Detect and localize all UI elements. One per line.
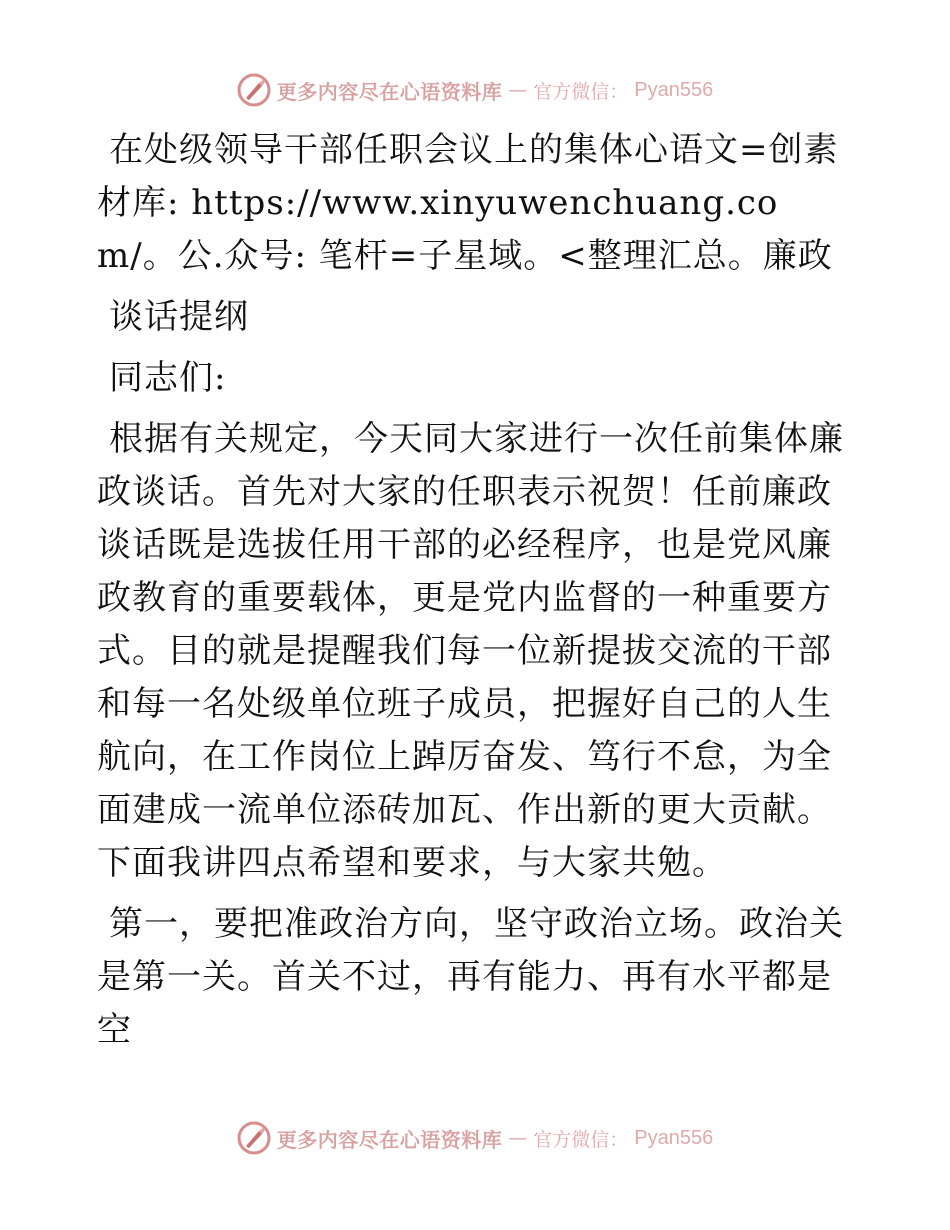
watermark-dash: — <box>508 1127 528 1149</box>
body-paragraph-intro: 根据有关规定，今天同大家进行一次任前集体廉政谈话。首先对大家的任职表示祝贺！任前廉政谈话既是选拔任用干部的必经程序，也是党风廉政教育的重要载体，更是党内监督的一种重要方式。目的就是提醒我们每一位新提拔交流的干部和每一名处级单位班子成员，把握好自己的人生航向，在工作岗位上踔厉奋发、笃行不怠，为全面建成一流单位添砖加瓦、作出新的更大贡献。下面我讲四点希望和要求，与大家共勉。 <box>97 419 844 883</box>
watermark-dash: — <box>508 79 528 101</box>
document-title-paragraph: 在处级领导干部任职会议上的集体心语文=创素材库: https://www.xinyuwenchuang.com/。公.众号: 笔杆=子星域。<整理汇总。廉政 <box>97 130 839 276</box>
watermark-main-text: 更多内容尽在心语资料库 <box>276 1127 503 1152</box>
body-paragraph-first-point: 第一，要把准政治方向，坚守政治立场。政治关是第一关。首关不过，再有能力、再有水平都是空 <box>97 904 844 1050</box>
salutation-paragraph: 同志们: <box>109 358 227 398</box>
document-subtitle-paragraph: 谈话提纲 <box>109 297 249 337</box>
watermark-wechat-id: Pyan556 <box>634 78 714 101</box>
quill-pen-logo-icon <box>237 73 271 107</box>
watermark-wechat-id: Pyan556 <box>634 1126 714 1149</box>
watermark-sub-text: 官方微信： <box>533 80 629 103</box>
header-watermark <box>0 70 950 110</box>
document-body <box>97 124 857 1065</box>
footer-watermark <box>0 1118 950 1158</box>
quill-pen-logo-icon <box>237 1121 271 1155</box>
watermark-main-text: 更多内容尽在心语资料库 <box>276 79 503 104</box>
watermark-sub-text: 官方微信： <box>533 1128 629 1151</box>
